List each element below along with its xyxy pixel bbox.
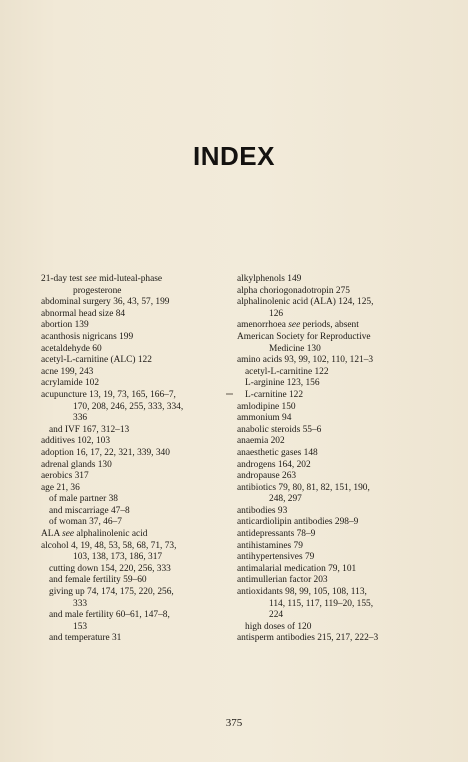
index-entry: American Society for Reproductive bbox=[237, 331, 371, 342]
index-entry: abortion 139 bbox=[41, 320, 89, 331]
index-entry: 336 bbox=[73, 413, 88, 424]
index-entry: antioxidants 98, 99, 105, 108, 113, bbox=[237, 587, 367, 598]
index-entry: antihypertensives 79 bbox=[237, 552, 315, 563]
index-entry: amenorrhoea see periods, absent bbox=[237, 320, 359, 331]
index-entry: acetaldehyde 60 bbox=[41, 343, 102, 354]
index-entry: of male partner 38 bbox=[49, 494, 118, 505]
index-entry: amlodipine 150 bbox=[237, 401, 296, 412]
index-entry: acne 199, 243 bbox=[41, 366, 94, 377]
index-entry: acetyl-L-carnitine (ALC) 122 bbox=[41, 355, 152, 366]
index-entry: progesterone bbox=[73, 285, 122, 296]
index-entry: antihistamines 79 bbox=[237, 540, 303, 551]
index-entry: acanthosis nigricans 199 bbox=[41, 331, 134, 342]
index-entry: 21-day test see mid-luteal-phase bbox=[41, 274, 163, 284]
index-entry: acetyl-L-carnitine 122 bbox=[245, 366, 329, 377]
index-entry: 103, 138, 173, 186, 317 bbox=[73, 552, 163, 563]
index-entry: anaemia 202 bbox=[237, 436, 285, 447]
index-entry: ALA see alphalinolenic acid bbox=[41, 529, 148, 540]
index-entry: L-carnitine 122 bbox=[245, 389, 304, 400]
index-entry: and female fertility 59–60 bbox=[49, 575, 147, 586]
index-entry: adrenal glands 130 bbox=[41, 459, 112, 470]
index-entry: 170, 208, 246, 255, 333, 334, bbox=[73, 401, 184, 412]
index-entry: and temperature 31 bbox=[49, 633, 122, 644]
index-entry: age 21, 36 bbox=[41, 482, 80, 493]
index-entry: alpha choriogonadotropin 275 bbox=[237, 285, 350, 296]
index-entry: androgens 164, 202 bbox=[237, 459, 311, 470]
index-entry: abdominal surgery 36, 43, 57, 199 bbox=[41, 297, 170, 308]
index-entry: and IVF 167, 312–13 bbox=[49, 424, 130, 435]
index-entry: antisperm antibodies 215, 217, 222–3 bbox=[237, 633, 379, 644]
index-entry: aerobics 317 bbox=[41, 471, 89, 482]
index-entry: L-arginine 123, 156 bbox=[245, 378, 320, 389]
index-entry: and miscarriage 47–8 bbox=[49, 505, 130, 516]
index-entry: adoption 16, 17, 22, 321, 339, 340 bbox=[41, 447, 170, 458]
index-entry: alcohol 4, 19, 48, 53, 58, 68, 71, 73, bbox=[41, 540, 177, 551]
index-entry: acrylamide 102 bbox=[41, 378, 100, 389]
index-entry: 333 bbox=[73, 598, 88, 609]
printer-mark bbox=[226, 393, 233, 395]
index-entry: andropause 263 bbox=[237, 471, 297, 482]
index-entry: of woman 37, 46–7 bbox=[49, 517, 122, 528]
index-entry: alphalinolenic acid (ALA) 124, 125, bbox=[237, 297, 374, 308]
index-entry: abnormal head size 84 bbox=[41, 308, 126, 319]
index-entry: giving up 74, 174, 175, 220, 256, bbox=[49, 587, 174, 598]
index-column-right bbox=[237, 274, 447, 645]
index-entry: cutting down 154, 220, 256, 333 bbox=[49, 563, 171, 574]
index-entry: high doses of 120 bbox=[245, 621, 312, 632]
index-entry: ammonium 94 bbox=[237, 413, 292, 424]
index-entry: 224 bbox=[269, 610, 284, 621]
index-entry: acupuncture 13, 19, 73, 165, 166–7, bbox=[41, 389, 176, 400]
index-entry: antibiotics 79, 80, 81, 82, 151, 190, bbox=[237, 482, 370, 493]
index-entry: 126 bbox=[269, 308, 284, 319]
index-entry: anaesthetic gases 148 bbox=[237, 447, 318, 458]
index-entry: alkylphenols 149 bbox=[237, 274, 302, 284]
index-entry: additives 102, 103 bbox=[41, 436, 111, 447]
index-entry: amino acids 93, 99, 102, 110, 121–3 bbox=[237, 355, 374, 366]
index-entry: anticardiolipin antibodies 298–9 bbox=[237, 517, 359, 528]
index-column-left bbox=[41, 274, 236, 645]
index-entry: anabolic steroids 55–6 bbox=[237, 424, 322, 435]
page-number: 375 bbox=[225, 717, 243, 729]
index-entry: 114, 115, 117, 119–20, 155, bbox=[269, 598, 374, 609]
index-entry: antidepressants 78–9 bbox=[237, 529, 316, 540]
index-entry: antimalarial medication 79, 101 bbox=[237, 563, 357, 574]
index-heading: INDEX bbox=[193, 141, 275, 171]
index-entry: and male fertility 60–61, 147–8, bbox=[49, 610, 170, 621]
index-entry: antimullerian factor 203 bbox=[237, 575, 328, 586]
index-entry: Medicine 130 bbox=[269, 343, 321, 354]
index-entry: 153 bbox=[73, 621, 88, 632]
index-entry: 248, 297 bbox=[269, 494, 302, 505]
index-entry: antibodies 93 bbox=[237, 505, 288, 516]
